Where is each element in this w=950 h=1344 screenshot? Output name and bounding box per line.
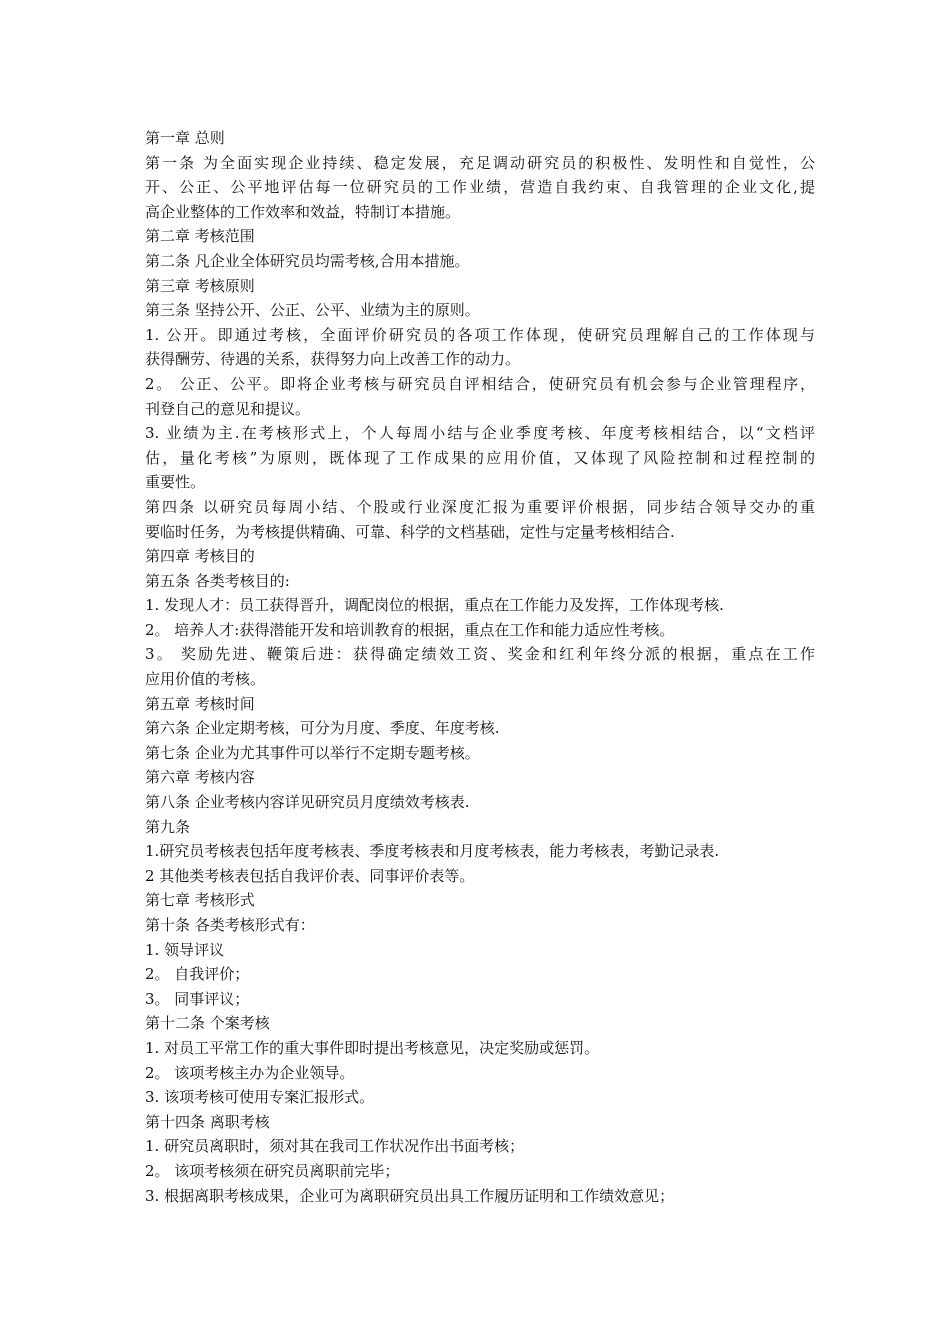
list-item-line: 估，量化考核”为原则，既体现了工作成果的应用价值，又体现了风险控制和过程控制的 bbox=[145, 448, 815, 467]
list-item-line: 2。 该项考核主办为企业领导。 bbox=[145, 1063, 355, 1082]
article-line: 第十四条 离职考核 bbox=[145, 1112, 270, 1131]
document-body bbox=[145, 126, 815, 1208]
list-item-line: 应用价值的考核。 bbox=[145, 670, 266, 689]
article-line: 第十二条 个案考核 bbox=[145, 1014, 270, 1033]
article-line: 第二条 凡企业全体研究员均需考核,合用本措施。 bbox=[145, 251, 470, 270]
list-item-line: 2 其他类考核表包括自我评价表、同事评价表等。 bbox=[145, 866, 475, 885]
article-line: 第九条 bbox=[145, 817, 191, 836]
article-line: 第一条 为全面实现企业持续、稳定发展，充足调动研究员的积极性、发明性和自觉性，公 bbox=[145, 153, 815, 172]
article-line: 第五条 各类考核目的: bbox=[145, 571, 290, 590]
chapter-heading: 第一章 总则 bbox=[145, 129, 225, 147]
article-line: 要临时任务，为考核提供精确、可靠、科学的文档基础，定性与定量考核相结合. bbox=[145, 522, 675, 541]
article-line: 第六条 企业定期考核，可分为月度、季度、年度考核. bbox=[145, 719, 500, 738]
article-line: 第十条 各类考核形式有： bbox=[145, 916, 315, 934]
chapter-heading: 第二章 考核范围 bbox=[145, 227, 255, 246]
list-item-line: 获得酬劳、待遇的关系，获得努力向上改善工作的动力。 bbox=[145, 350, 521, 369]
chapter-heading: 第四章 考核目的 bbox=[145, 547, 255, 566]
list-item-line: 1. 公开。即通过考核，全面评价研究员的各项工作体现，使研究员理解自己的工作体现与 bbox=[145, 325, 815, 344]
list-item-line: 3。 同事评议； bbox=[145, 989, 250, 1008]
list-item-line: 3。 奖励先进、鞭策后进：获得确定绩效工资、奖金和红利年终分派的根据，重点在工作 bbox=[145, 645, 815, 664]
chapter-heading: 第七章 考核形式 bbox=[145, 891, 255, 910]
list-item-line: 1. 领导评议 bbox=[145, 940, 225, 959]
list-item-line: 3. 该项考核可使用专案汇报形式。 bbox=[145, 1088, 375, 1107]
list-item-line: 刊登自己的意见和提议。 bbox=[145, 399, 311, 418]
article-line: 第八条 企业考核内容详见研究员月度绩效考核表. bbox=[145, 793, 470, 812]
list-item-line: 1. 发现人才：员工获得晋升，调配岗位的根据，重点在工作能力及发挥，工作体现考核. bbox=[145, 596, 724, 615]
chapter-heading: 第五章 考核时间 bbox=[145, 694, 255, 713]
chapter-heading: 第六章 考核内容 bbox=[145, 768, 255, 787]
list-item-line: 1. 研究员离职时，须对其在我司工作状况作出书面考核； bbox=[145, 1137, 525, 1156]
article-line: 第三条 坚持公开、公正、公平、业绩为主的原则。 bbox=[145, 301, 480, 320]
list-item-line: 2。 培养人才:获得潜能开发和培训教育的根据，重点在工作和能力适应性考核。 bbox=[145, 620, 675, 639]
list-item-line: 2。 公正、公平。即将企业考核与研究员自评相结合，使研究员有机会参与企业管理程序， bbox=[145, 374, 815, 393]
article-line: 第七条 企业为尤其事件可以举行不定期专题考核。 bbox=[145, 743, 480, 762]
list-item-line: 重要性。 bbox=[145, 473, 206, 492]
list-item-line: 2。 该项考核须在研究员离职前完毕； bbox=[145, 1161, 400, 1180]
list-item-line: 3. 业绩为主.在考核形式上，个人每周小结与企业季度考核、年度考核相结合，以“文档评 bbox=[145, 424, 815, 443]
article-line: 开、公正、公平地评估每一位研究员的工作业绩，营造自我约束、自我管理的企业文化,提 bbox=[145, 178, 815, 197]
article-line: 高企业整体的工作效率和效益，特制订本措施。 bbox=[145, 202, 461, 221]
article-line: 第四条 以研究员每周小结、个股或行业深度汇报为重要评价根据，同步结合领导交办的重 bbox=[145, 497, 815, 516]
list-item-line: 1.研究员考核表包括年度考核表、季度考核表和月度考核表，能力考核表，考勤记录表. bbox=[145, 842, 720, 861]
list-item-line: 2。 自我评价； bbox=[145, 965, 250, 984]
chapter-heading: 第三章 考核原则 bbox=[145, 276, 255, 295]
list-item-line: 1. 对员工平常工作的重大事件即时提出考核意见，决定奖励或惩罚。 bbox=[145, 1038, 600, 1057]
list-item-line: 3. 根据离职考核成果，企业可为离职研究员出具工作履历证明和工作绩效意见； bbox=[145, 1186, 675, 1205]
